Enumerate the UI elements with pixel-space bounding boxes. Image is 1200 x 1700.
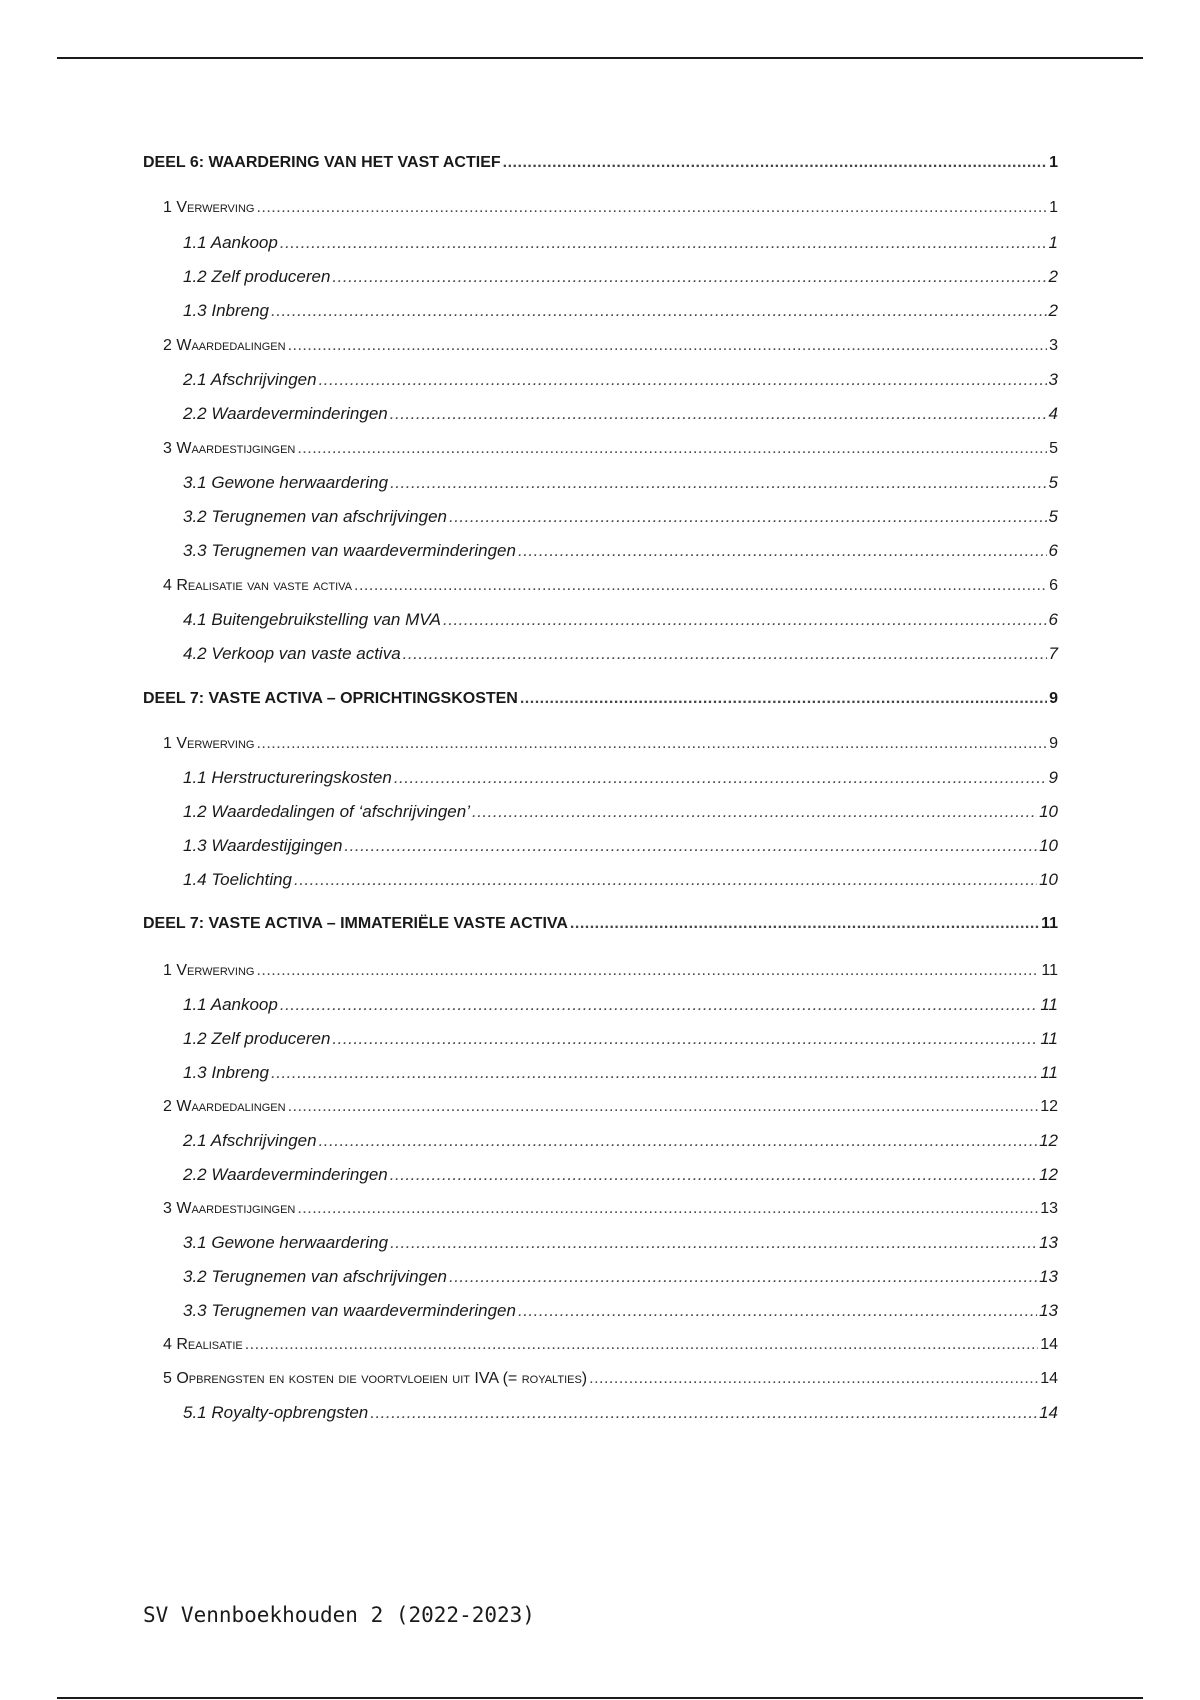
toc-dot-leader <box>589 1368 1038 1390</box>
toc-entry-title: DEEL 7: VASTE ACTIVA – IMMATERIËLE VASTE ACTIVA <box>143 915 568 932</box>
toc-entry-page-number: 5 <box>1048 507 1058 526</box>
toc-entry-title: 5.1 Royalty-opbrengsten <box>183 1403 369 1422</box>
toc-entry-title: 1.3 Waardestijgingen <box>183 836 343 855</box>
toc-entry-page-number: 11 <box>1040 995 1058 1014</box>
toc-entry-page-number: 2 <box>1048 301 1058 320</box>
toc-entry-title: 2.2 Waardeverminderingen <box>183 1165 388 1184</box>
toc-entry-title: 3.1 Gewone herwaardering <box>183 1233 389 1252</box>
toc-entry-page-number: 14 <box>1040 1336 1058 1353</box>
toc-entry-title: 1.3 Inbreng <box>183 1063 270 1082</box>
toc-entry-title: 2.1 Afschrijvingen <box>183 370 317 389</box>
toc-entry-page-number: 13 <box>1039 1233 1058 1252</box>
toc-dot-leader <box>503 152 1047 174</box>
toc-dot-leader <box>256 197 1047 219</box>
toc-dot-leader <box>297 1198 1038 1220</box>
toc-entry-title: 5 Opbrengsten en kosten die voortvloeien uit IVA (= royalties) <box>163 1370 588 1387</box>
footer-rule <box>57 1697 1143 1699</box>
toc-entry[interactable] <box>183 506 1058 528</box>
toc-dot-leader <box>319 369 1047 391</box>
toc-dot-leader <box>570 913 1039 935</box>
toc-dot-leader <box>288 335 1048 357</box>
toc-entry-page-number: 11 <box>1041 915 1058 932</box>
toc-dot-leader <box>443 609 1047 631</box>
toc-entry[interactable] <box>143 152 1058 174</box>
toc-entry[interactable] <box>183 1130 1058 1152</box>
toc-entry-page-number: 9 <box>1049 735 1058 752</box>
toc-dot-leader <box>390 1164 1037 1186</box>
header-rule <box>57 57 1143 59</box>
toc-entry-title: 1.2 Waardedalingen of ‘afschrijvingen’ <box>183 802 470 821</box>
toc-entry-title: 3.3 Terugnemen van waardeverminderingen <box>183 541 516 560</box>
toc-entry-page-number: 14 <box>1040 1370 1058 1387</box>
toc-entry[interactable] <box>163 438 1058 460</box>
toc-dot-leader <box>449 506 1047 528</box>
toc-entry[interactable] <box>183 540 1058 562</box>
toc-dot-leader <box>271 1062 1038 1084</box>
toc-entry-title: 2 Waardedalingen <box>163 337 286 354</box>
toc-entry-page-number: 11 <box>1041 962 1058 979</box>
toc-entry-title: 1.1 Aankoop <box>183 995 278 1014</box>
toc-dot-leader <box>294 869 1037 891</box>
toc-entry-title: 3.3 Terugnemen van waardeverminderingen <box>183 1301 516 1320</box>
toc-dot-leader <box>449 1266 1037 1288</box>
toc-entry-title: 1.1 Herstructureringskosten <box>183 768 392 787</box>
toc-entry-page-number: 11 <box>1040 1029 1058 1048</box>
toc-entry-page-number: 5 <box>1049 440 1058 457</box>
toc-entry-page-number: 11 <box>1040 1063 1058 1082</box>
toc-entry-page-number: 4 <box>1048 404 1058 423</box>
toc-entry-title: 1.2 Zelf produceren <box>183 1029 331 1048</box>
toc-entry[interactable] <box>183 472 1058 494</box>
toc-entry-title: 2.1 Afschrijvingen <box>183 1131 317 1150</box>
toc-dot-leader <box>394 767 1047 789</box>
toc-entry-title: 1 Verwerving <box>163 199 255 216</box>
toc-entry[interactable] <box>163 1096 1058 1118</box>
toc-entry-page-number: 7 <box>1048 644 1058 663</box>
toc-entry[interactable] <box>163 1368 1058 1390</box>
toc-entry-title: 1 Verwerving <box>163 735 255 752</box>
toc-entry-page-number: 9 <box>1049 690 1058 707</box>
toc-entry-page-number: 1 <box>1048 233 1058 252</box>
toc-entry-page-number: 13 <box>1040 1200 1058 1217</box>
toc-entry-title: 1.3 Inbreng <box>183 301 270 320</box>
toc-entry-page-number: 14 <box>1039 1403 1058 1422</box>
toc-dot-leader <box>390 403 1047 425</box>
toc-dot-leader <box>518 1300 1037 1322</box>
toc-entry-page-number: 3 <box>1048 370 1058 389</box>
toc-dot-leader <box>288 1096 1039 1118</box>
toc-dot-leader <box>354 575 1047 597</box>
toc-entry-page-number: 3 <box>1049 337 1058 354</box>
toc-dot-leader <box>245 1334 1038 1356</box>
toc-entry-page-number: 13 <box>1039 1301 1058 1320</box>
toc-entry[interactable] <box>183 767 1058 789</box>
toc-dot-leader <box>332 266 1046 288</box>
toc-dot-leader <box>390 472 1046 494</box>
toc-entry-title: 3.2 Terugnemen van afschrijvingen <box>183 1267 447 1286</box>
toc-entry[interactable] <box>183 835 1058 857</box>
toc-entry[interactable] <box>143 913 1058 935</box>
toc-entry-title: 4.1 Buitengebruikstelling van MVA <box>183 610 441 629</box>
toc-entry-page-number: 12 <box>1039 1165 1058 1184</box>
toc-entry-page-number: 1 <box>1049 199 1058 216</box>
toc-entry[interactable] <box>163 1334 1058 1356</box>
toc-entry-title: 1.4 Toelichting <box>183 870 293 889</box>
toc-entry[interactable] <box>183 643 1058 665</box>
toc-entry[interactable] <box>163 733 1058 755</box>
toc-entry[interactable] <box>183 266 1058 288</box>
toc-entry[interactable] <box>183 1402 1058 1424</box>
toc-entry[interactable] <box>183 403 1058 425</box>
toc-entry-page-number: 6 <box>1049 577 1058 594</box>
toc-entry[interactable] <box>143 688 1058 710</box>
toc-entry-title: 2.2 Waardeverminderingen <box>183 404 388 423</box>
toc-entry[interactable] <box>183 1300 1058 1322</box>
toc-entry-title: 1.1 Aankoop <box>183 233 278 252</box>
toc-entry-page-number: 12 <box>1039 1131 1058 1150</box>
toc-dot-leader <box>403 643 1047 665</box>
toc-entry[interactable] <box>163 335 1058 357</box>
toc-entry[interactable] <box>163 1198 1058 1220</box>
toc-dot-leader <box>271 300 1047 322</box>
toc-entry-title: 4 Realisatie <box>163 1336 243 1353</box>
toc-entry-page-number: 6 <box>1048 541 1058 560</box>
toc-entry[interactable] <box>183 1164 1058 1186</box>
toc-entry[interactable] <box>183 232 1058 254</box>
toc-entry[interactable] <box>183 801 1058 823</box>
toc-entry[interactable] <box>183 1232 1058 1254</box>
toc-entry-page-number: 2 <box>1048 267 1058 286</box>
toc-entry-page-number: 13 <box>1039 1267 1058 1286</box>
page-footer: SV Vennboekhouden 2 (2022-2023) <box>143 1603 535 1627</box>
toc-entry-title: 4 Realisatie van vaste activa <box>163 577 353 594</box>
toc-entry-title: 1.2 Zelf produceren <box>183 267 331 286</box>
toc-entry-title: 3 Waardestijgingen <box>163 1200 296 1217</box>
toc-entry-page-number: 5 <box>1048 473 1058 492</box>
toc-entry[interactable] <box>183 369 1058 391</box>
toc-entry[interactable] <box>183 609 1058 631</box>
toc-dot-leader <box>390 1232 1037 1254</box>
toc-dot-leader <box>280 994 1039 1016</box>
toc-entry-title: 4.2 Verkoop van vaste activa <box>183 644 401 663</box>
toc-entry-title: 3 Waardestijgingen <box>163 440 296 457</box>
toc-entry-page-number: 6 <box>1048 610 1058 629</box>
toc-entry[interactable] <box>183 994 1058 1016</box>
toc-entry[interactable] <box>183 1062 1058 1084</box>
toc-entry-page-number: 10 <box>1039 870 1058 889</box>
toc-entry[interactable] <box>163 960 1058 982</box>
toc-entry[interactable] <box>183 1266 1058 1288</box>
toc-entry[interactable] <box>163 575 1058 597</box>
toc-dot-leader <box>280 232 1047 254</box>
toc-entry-title: 2 Waardedalingen <box>163 1098 286 1115</box>
toc-dot-leader <box>370 1402 1037 1424</box>
toc-entry-page-number: 9 <box>1048 768 1058 787</box>
toc-dot-leader <box>256 960 1039 982</box>
toc-entry-page-number: 1 <box>1049 154 1058 171</box>
toc-dot-leader <box>297 438 1047 460</box>
toc-entry-title: 1 Verwerving <box>163 962 255 979</box>
toc-dot-leader <box>472 801 1037 823</box>
toc-entry-page-number: 10 <box>1039 836 1058 855</box>
toc-dot-leader <box>344 835 1037 857</box>
toc-entry-page-number: 12 <box>1040 1098 1058 1115</box>
toc-dot-leader <box>319 1130 1038 1152</box>
toc-entry[interactable] <box>183 300 1058 322</box>
toc-entry[interactable] <box>163 197 1058 219</box>
toc-entry-title: 3.2 Terugnemen van afschrijvingen <box>183 507 447 526</box>
toc-entry[interactable] <box>183 1028 1058 1050</box>
toc-entry-title: 3.1 Gewone herwaardering <box>183 473 389 492</box>
toc-entry-page-number: 10 <box>1039 802 1058 821</box>
toc-dot-leader <box>518 540 1047 562</box>
toc-entry-title: DEEL 6: WAARDERING VAN HET VAST ACTIEF <box>143 154 501 171</box>
toc-dot-leader <box>332 1028 1038 1050</box>
toc-dot-leader <box>256 733 1047 755</box>
toc-entry-title: DEEL 7: VASTE ACTIVA – OPRICHTINGSKOSTEN <box>143 690 518 707</box>
toc-dot-leader <box>520 688 1047 710</box>
toc-entry[interactable] <box>183 869 1058 891</box>
